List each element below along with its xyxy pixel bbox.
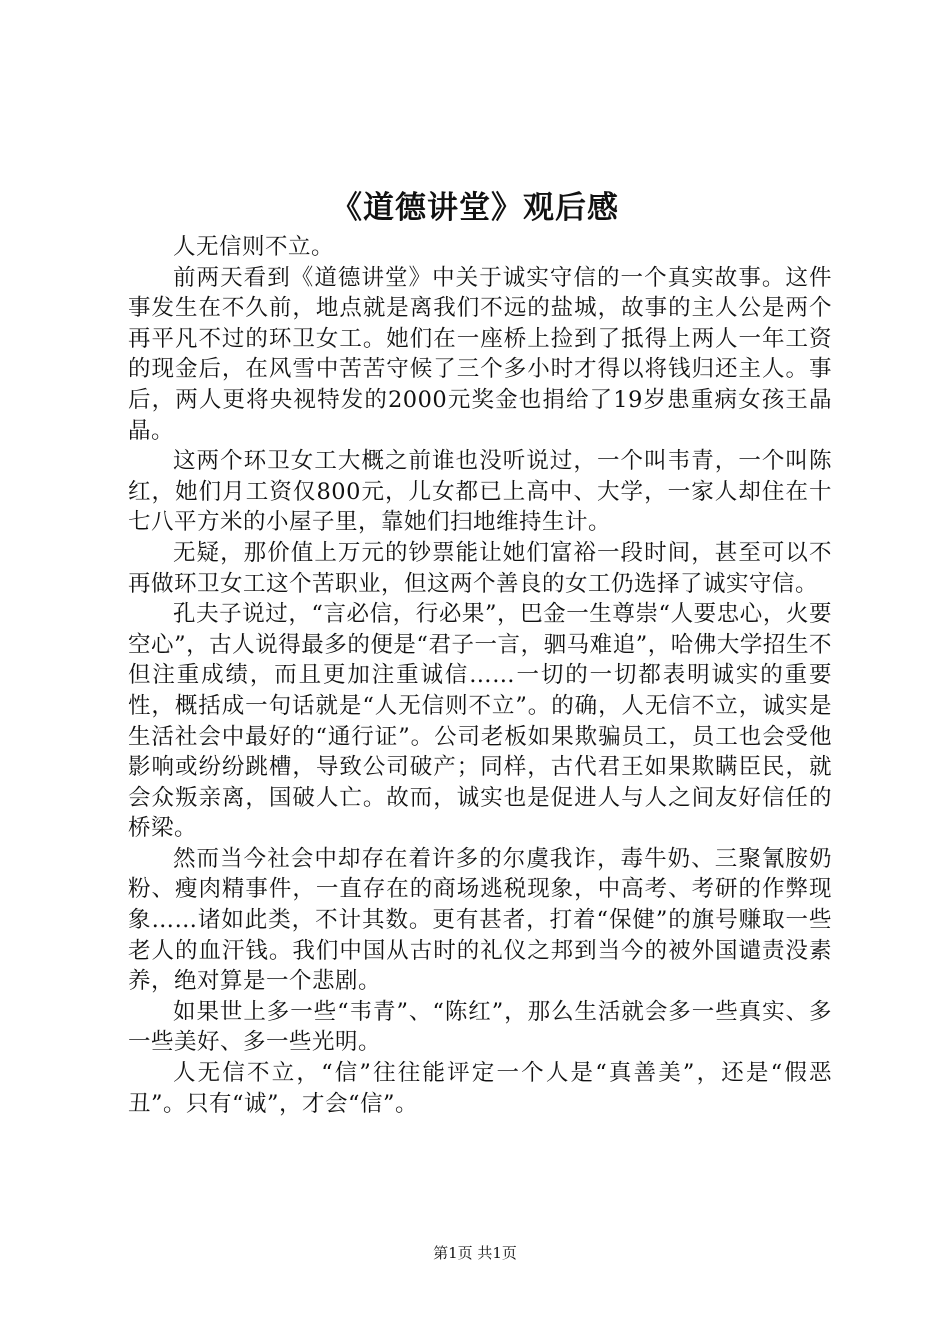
paragraph-4: 无疑，那价值上万元的钞票能让她们富裕一段时间，甚至可以不再做环卫女工这个苦职业，但这两个善良的女工仍选择了诚实守信。 (128, 539, 832, 597)
paragraph-7: 如果世上多一些“韦青”、“陈红”，那么生活就会多一些真实、多一些美好、多一些光明。 (128, 998, 832, 1056)
document-title: 《道德讲堂》观后感 (331, 190, 619, 226)
paragraph-2: 前两天看到《道德讲堂》中关于诚实守信的一个真实故事。这件事发生在不久前，地点就是离我们不远的盐城，故事的主人公是两个再平凡不过的环卫女工。她们在一座桥上捡到了抵得上两人一年工资的现金后，在风雪中苦苦守候了三个多小时才得以将钱归还主人。事后，两人更将央视特发的2000元奖金也捐给了19岁患重病女孩王晶晶。 (128, 264, 832, 444)
paragraph-5: 孔夫子说过，“言必信，行必果”，巴金一生尊崇“人要忠心，火要空心”，古人说得最多的便是“君子一言，驷马难追”，哈佛大学招生不但注重成绩，而且更加注重诚信……一切的一切都表明诚实的重要性，概括成一句话就是“人无信则不立”。的确，人无信不立，诚实是生活社会中最好的“通行证”。公司老板如果欺骗员工，员工也会受他影响或纷纷跳槽，导致公司破产；同样，古代君王如果欺瞒臣民，就会众叛亲离，国破人亡。故而，诚实也是促进人与人之间友好信任的桥梁。 (128, 601, 832, 842)
paragraph-3: 这两个环卫女工大概之前谁也没听说过，一个叫韦青，一个叫陈红，她们月工资仅800元，儿女都已上高中、大学，一家人却住在十七八平方米的小屋子里，靠她们扫地维持生计。 (128, 448, 832, 536)
paragraph-6: 然而当今社会中却存在着许多的尔虞我诈，毒牛奶、三聚氰胺奶粉、瘦肉精事件，一直存在的商场逃税现象，中高考、考研的作弊现象……诸如此类，不计其数。更有甚者，打着“保健”的旗号赚取一些老人的血汗钱。我们中国从古时的礼仪之邦到当今的被外国谴责没素养，绝对算是一个悲剧。 (128, 845, 832, 995)
paragraph-1: 人无信则不立。 (173, 234, 335, 260)
document-body (128, 232, 832, 1119)
paragraph-8: 人无信不立，“信”往往能评定一个人是“真善美”，还是“假恶丑”。只有“诚”，才会“信”。 (128, 1060, 832, 1117)
page-number-footer: 第1页 共1页 (433, 1244, 517, 1262)
